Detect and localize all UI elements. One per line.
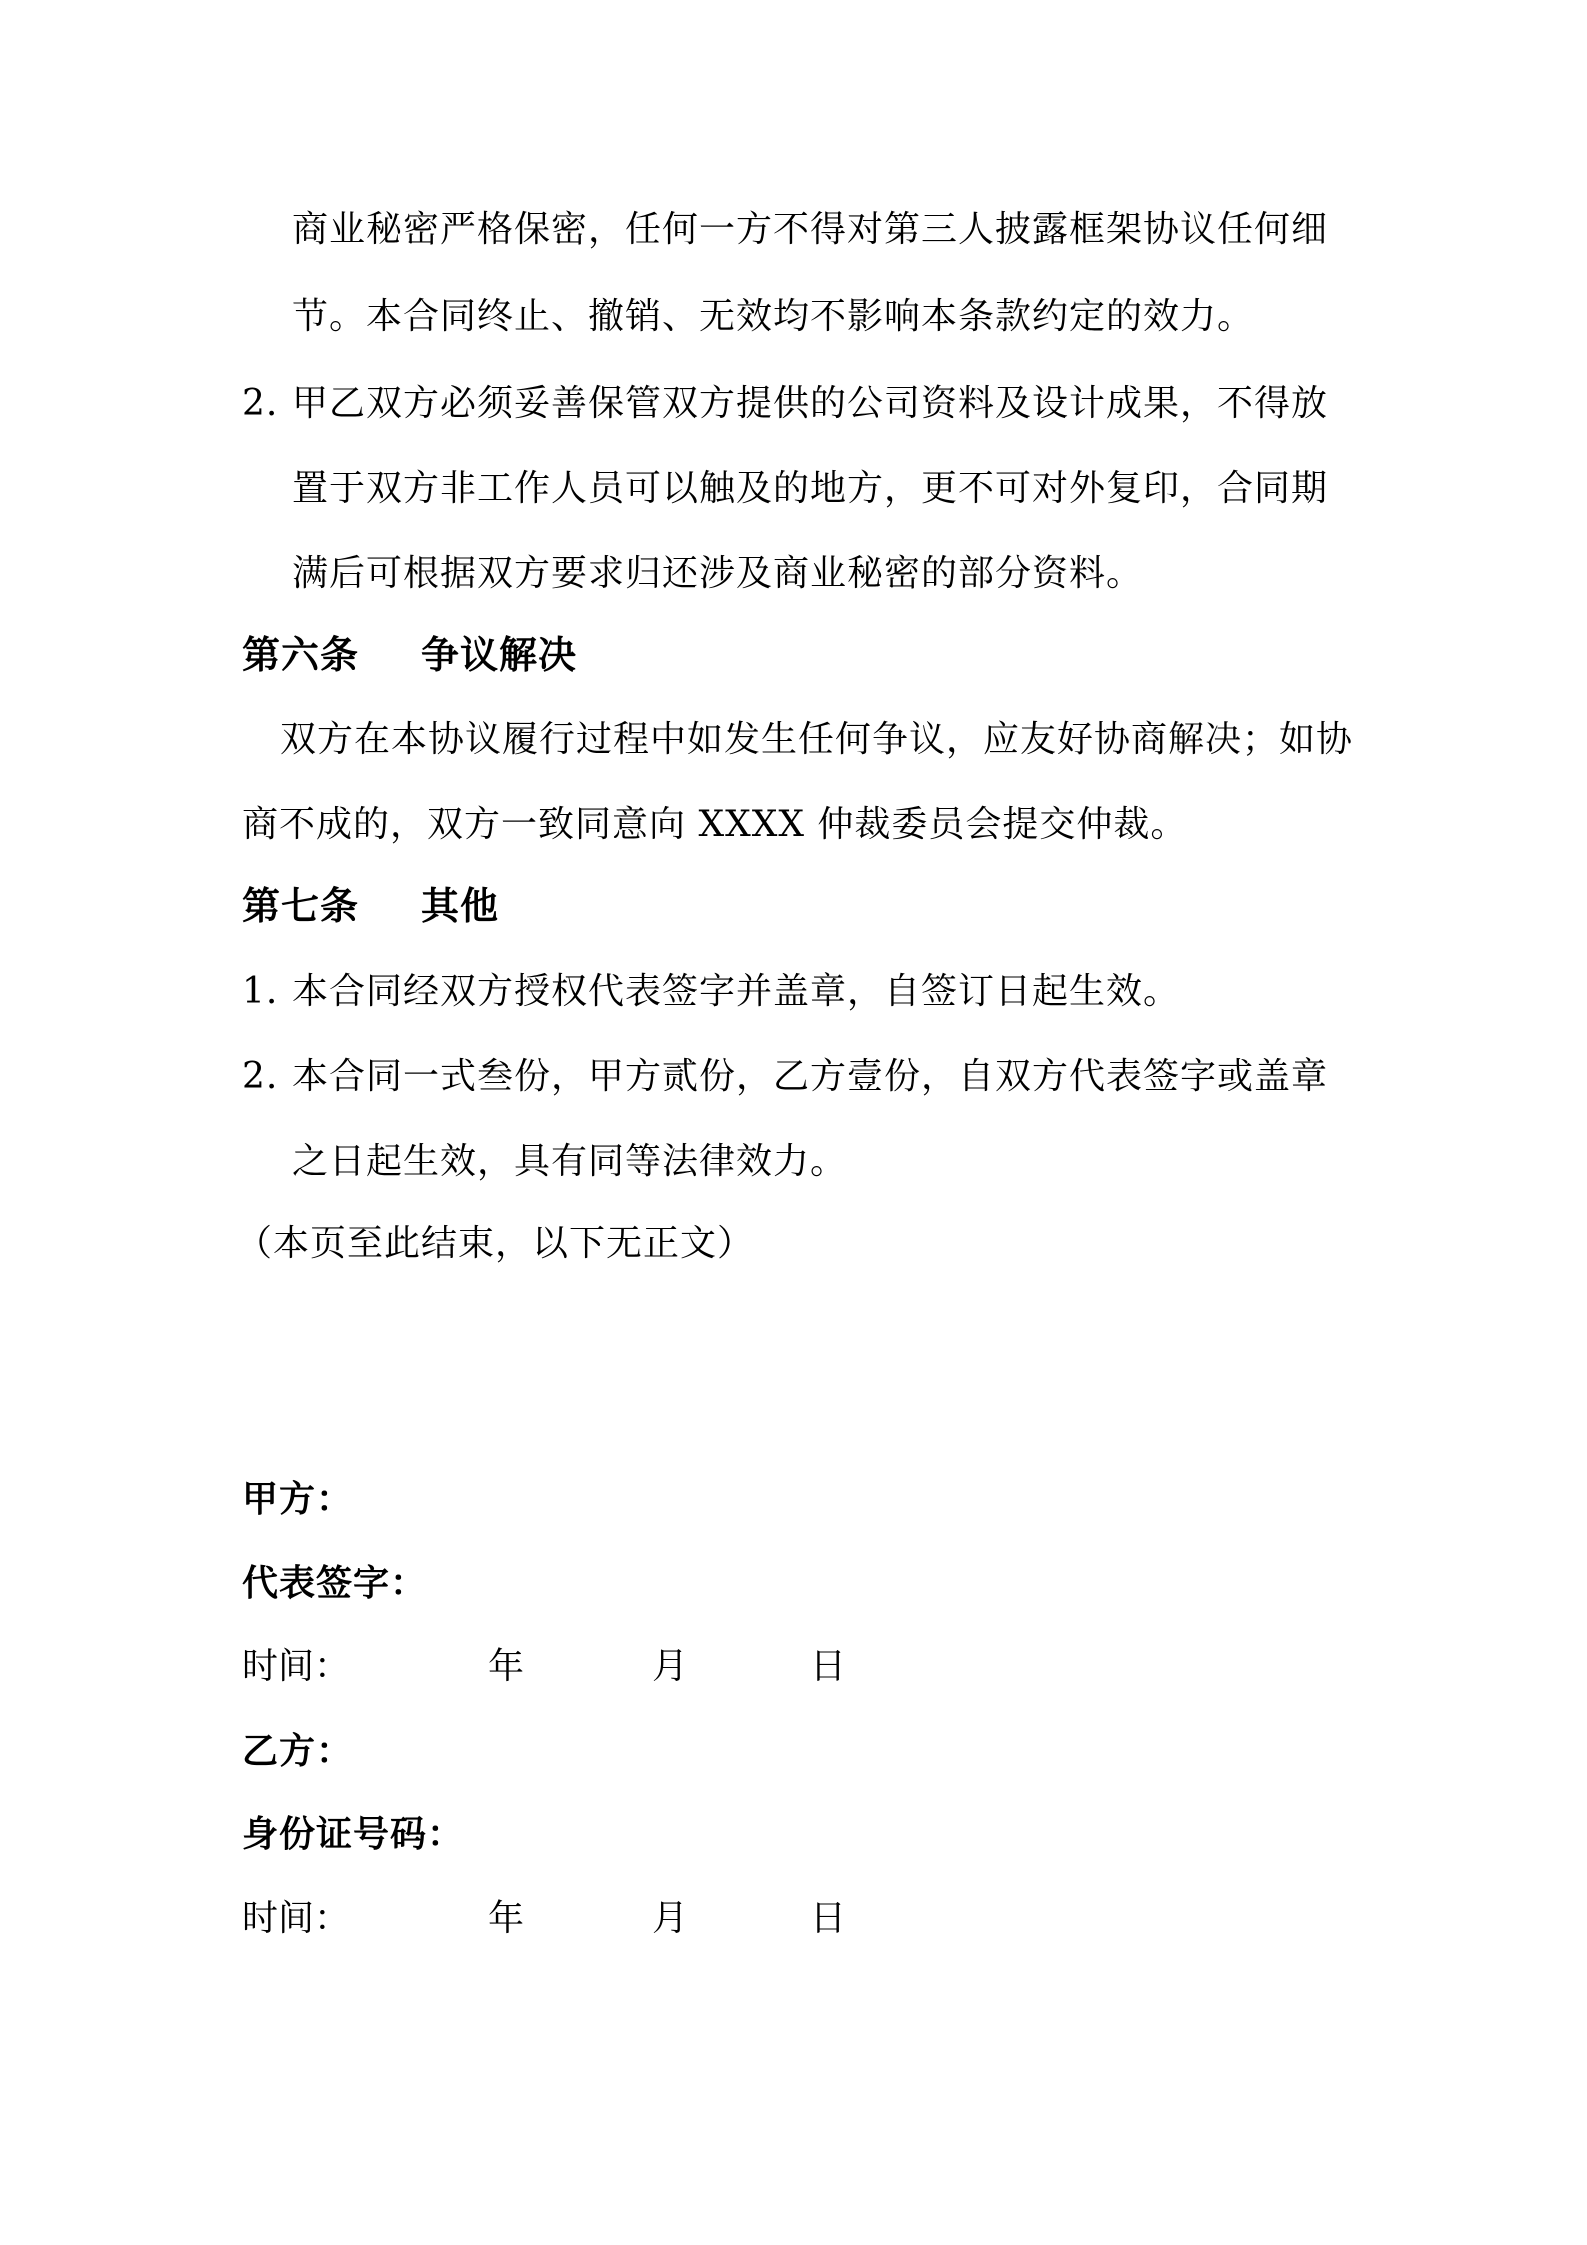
- party-b-time-label: 时间：: [242, 1898, 351, 1939]
- clause5-item2-number: 2.: [242, 383, 279, 424]
- clause5-item2-line2: 置于双方非工作人员可以触及的地方，更不可对外复印，合同期: [292, 468, 1329, 509]
- party-a-date-row: [242, 1645, 882, 1689]
- clause5-item2-line3: 满后可根据双方要求归还涉及商业秘密的部分资料。: [292, 553, 1144, 594]
- clause5-item2-line1: 甲乙双方必须妥善保管双方提供的公司资料及设计成果，不得放: [292, 383, 1329, 424]
- party-b-day-label: 日: [810, 1898, 847, 1939]
- article7-title: 其他: [421, 884, 500, 928]
- party-a-time-label: 时间：: [242, 1646, 351, 1687]
- party-a-year-label: 年: [488, 1646, 525, 1687]
- party-b-label: 乙方：: [242, 1731, 354, 1772]
- party-a-label: 甲方：: [242, 1479, 354, 1520]
- clause5-cont-line2: 节。本合同终止、撤销、无效均不影响本条款约定的效力。: [292, 296, 1255, 337]
- article6-title: 争议解决: [421, 633, 578, 677]
- party-a-month-label: 月: [652, 1646, 689, 1687]
- end-note: （本页至此结束，以下无正文）: [236, 1223, 755, 1264]
- party-a-day-label: 日: [810, 1646, 847, 1687]
- article6-heading: [242, 633, 577, 677]
- party-b-month-label: 月: [652, 1898, 689, 1939]
- article7-number: 第七条: [242, 884, 360, 928]
- party-b-id-label: 身份证号码：: [242, 1814, 465, 1855]
- clause5-cont-line1: 商业秘密严格保密，任何一方不得对第三人披露框架协议任何细: [292, 209, 1329, 250]
- article7-item1: 本合同经双方授权代表签字并盖章，自签订日起生效。: [292, 971, 1181, 1012]
- article6-paragraph-line1: 双方在本协议履行过程中如发生任何争议，应友好协商解决；如协: [280, 719, 1354, 760]
- article7-item2-line1: 本合同一式叁份，甲方贰份，乙方壹份，自双方代表签字或盖章: [292, 1056, 1329, 1097]
- article7-heading: [242, 884, 499, 928]
- party-a-rep-label: 代表签字：: [242, 1563, 428, 1604]
- article6-paragraph-line2: 商不成的，双方一致同意向 XXXX 仲裁委员会提交仲裁。: [242, 804, 1188, 845]
- party-b-date-row: [242, 1897, 882, 1941]
- article6-number: 第六条: [242, 633, 360, 677]
- article7-item1-number: 1.: [242, 971, 279, 1012]
- party-b-year-label: 年: [488, 1898, 525, 1939]
- article7-item2-line2: 之日起生效，具有同等法律效力。: [292, 1141, 848, 1182]
- article7-item2-number: 2.: [242, 1056, 279, 1097]
